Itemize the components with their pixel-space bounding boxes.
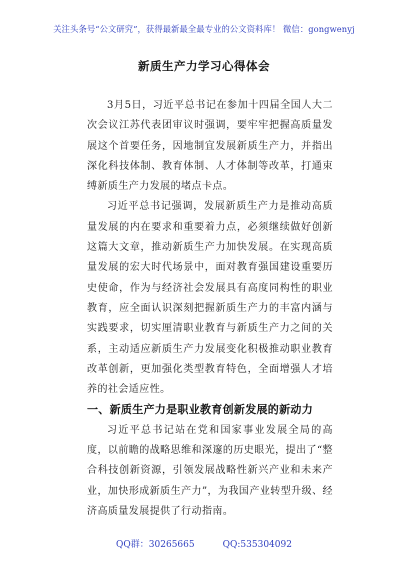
footer-qq-group: QQ群：30265665 bbox=[116, 540, 195, 550]
section-paragraph-1: 习近平总书记站在党和国家事业发展全局的高度，以前瞻的战略思维和深邃的历史眼光，提出了“整合科技创新资源，引领发展战略性新兴产业和未来产业，加快形成新质生产力”，为我国产业转型升级、经济高质量发展提供了行动指南。 bbox=[87, 424, 333, 517]
section-heading-1: 一、新质生产力是职业教育创新发展的新动力 bbox=[87, 403, 313, 417]
header-promo-banner: 关注头条号“公文研究”，获得最新最全最专业的公文资料库！ 微信：gongwenyj bbox=[53, 24, 355, 34]
footer-qq: QQ:535304092 bbox=[222, 540, 292, 550]
document-body bbox=[87, 96, 333, 522]
body-paragraph-1: 3月5日，习近平总书记在参加十四届全国人大二次会议江苏代表团审议时强调，要牢牢把握高质量发展这个首要任务，因地制宜发展新质生产力，并指出深化科技体制、教育体制、人才体制等改革，打通束缚新质生产力发展的堵点卡点。 bbox=[87, 100, 333, 193]
body-paragraph-2: 习近平总书记强调，发展新质生产力是推动高质量发展的内在要求和重要着力点，必须继续做好创新这篇大文章，推动新质生产力加快发展。在实现高质量发展的宏大时代场景中，面对教育强国建设重要历史使命，作为与经济社会发展具有高度同构性的职业教育，应全面认识深刻把握新质生产力的丰富内涵与实践要求，切实厘清职业教育与新质生产力之间的关系，主动适应新质生产力发展变化积极推动职业教育改革创新，更加强化类型教育特色，全面增强人才培养的社会适应性。 bbox=[87, 201, 333, 396]
document-title: 新质生产力学习心得体会 bbox=[138, 59, 270, 73]
footer-contact bbox=[0, 537, 408, 550]
